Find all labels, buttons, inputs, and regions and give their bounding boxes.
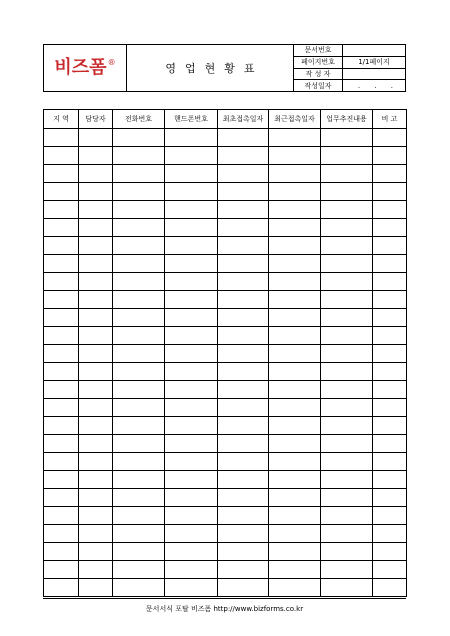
table-cell[interactable] <box>79 525 113 543</box>
table-cell[interactable] <box>79 147 113 165</box>
table-cell[interactable] <box>165 543 218 561</box>
table-cell[interactable] <box>269 309 321 327</box>
table-cell[interactable] <box>113 129 165 147</box>
table-cell[interactable] <box>44 165 79 183</box>
table-cell[interactable] <box>269 471 321 489</box>
table-cell[interactable] <box>269 399 321 417</box>
table-cell[interactable] <box>269 489 321 507</box>
table-cell[interactable] <box>79 489 113 507</box>
table-cell[interactable] <box>165 507 218 525</box>
table-cell[interactable] <box>113 183 165 201</box>
table-cell[interactable] <box>79 579 113 597</box>
table-cell[interactable] <box>79 561 113 579</box>
table-cell[interactable] <box>373 399 407 417</box>
table-cell[interactable] <box>44 417 79 435</box>
table-cell[interactable] <box>321 147 373 165</box>
table-cell[interactable] <box>321 183 373 201</box>
table-cell[interactable] <box>321 363 373 381</box>
table-cell[interactable] <box>44 435 79 453</box>
footer-text: 문서서식 포탈 비즈폼 http://www.bizforms.co.kr <box>145 605 304 613</box>
table-cell[interactable] <box>373 165 407 183</box>
table-cell[interactable] <box>44 237 79 255</box>
meta-value[interactable]: 1/1페이지 <box>358 58 390 67</box>
table-cell[interactable] <box>165 399 218 417</box>
table-cell[interactable] <box>165 291 218 309</box>
sales-status-table <box>43 109 407 597</box>
table-cell[interactable] <box>113 417 165 435</box>
table-header-row <box>44 110 407 129</box>
table-cell[interactable] <box>113 381 165 399</box>
table-cell[interactable] <box>165 561 218 579</box>
table-row <box>44 129 407 147</box>
table-cell[interactable] <box>113 561 165 579</box>
column-header-phone: 전화번호 <box>113 110 165 129</box>
table-cell[interactable] <box>79 399 113 417</box>
table-row <box>44 345 407 363</box>
table-cell[interactable] <box>79 165 113 183</box>
table-cell[interactable] <box>373 543 407 561</box>
table-cell[interactable] <box>79 381 113 399</box>
table-cell[interactable] <box>269 381 321 399</box>
table-cell[interactable] <box>113 165 165 183</box>
table-cell[interactable] <box>165 165 218 183</box>
table-cell[interactable] <box>218 417 269 435</box>
table-cell[interactable] <box>373 561 407 579</box>
table-cell[interactable] <box>44 525 79 543</box>
table-cell[interactable] <box>269 543 321 561</box>
table-cell[interactable] <box>44 273 79 291</box>
table-cell[interactable] <box>44 453 79 471</box>
table-cell[interactable] <box>269 165 321 183</box>
table-cell[interactable] <box>269 129 321 147</box>
table-cell[interactable] <box>373 435 407 453</box>
table-cell[interactable] <box>44 201 79 219</box>
table-cell[interactable] <box>321 291 373 309</box>
footer-divider <box>43 598 406 599</box>
table-row <box>44 219 407 237</box>
table-cell[interactable] <box>321 345 373 363</box>
table-cell[interactable] <box>218 183 269 201</box>
table-cell[interactable] <box>321 381 373 399</box>
table-cell[interactable] <box>165 417 218 435</box>
table-cell[interactable] <box>44 327 79 345</box>
table-cell[interactable] <box>373 327 407 345</box>
table-cell[interactable] <box>113 453 165 471</box>
table-cell[interactable] <box>269 291 321 309</box>
table-row <box>44 363 407 381</box>
table-cell[interactable] <box>321 399 373 417</box>
table-cell[interactable] <box>218 255 269 273</box>
table-cell[interactable] <box>218 363 269 381</box>
table-cell[interactable] <box>113 399 165 417</box>
table-cell[interactable] <box>165 309 218 327</box>
table-cell[interactable] <box>321 219 373 237</box>
table-cell[interactable] <box>165 255 218 273</box>
table-cell[interactable] <box>218 381 269 399</box>
table-cell[interactable] <box>44 471 79 489</box>
table-cell[interactable] <box>373 237 407 255</box>
table-cell[interactable] <box>79 543 113 561</box>
table-cell[interactable] <box>373 147 407 165</box>
table-cell[interactable] <box>373 345 407 363</box>
table-row <box>44 435 407 453</box>
table-cell[interactable] <box>79 219 113 237</box>
table-cell[interactable] <box>269 363 321 381</box>
table-cell[interactable] <box>44 345 79 363</box>
table-row <box>44 201 407 219</box>
table-row <box>44 471 407 489</box>
table-cell[interactable] <box>113 489 165 507</box>
table-cell[interactable] <box>321 543 373 561</box>
document-header <box>43 44 406 92</box>
table-cell[interactable] <box>165 579 218 597</box>
table-cell[interactable] <box>79 291 113 309</box>
table-cell[interactable] <box>113 201 165 219</box>
table-cell[interactable] <box>113 471 165 489</box>
table-cell[interactable] <box>165 345 218 363</box>
table-cell[interactable] <box>321 129 373 147</box>
table-cell[interactable] <box>269 237 321 255</box>
table-cell[interactable] <box>321 417 373 435</box>
table-cell[interactable] <box>165 237 218 255</box>
table-cell[interactable] <box>218 435 269 453</box>
table-cell[interactable] <box>373 291 407 309</box>
table-cell[interactable] <box>269 201 321 219</box>
table-cell[interactable] <box>321 273 373 291</box>
table-cell[interactable] <box>113 147 165 165</box>
table-row <box>44 543 407 561</box>
meta-value[interactable]: . . . <box>357 81 399 90</box>
logo-cell <box>44 45 127 91</box>
table-cell[interactable] <box>44 579 79 597</box>
table-cell[interactable] <box>373 273 407 291</box>
table-cell[interactable] <box>44 129 79 147</box>
table-cell[interactable] <box>79 435 113 453</box>
table-cell[interactable] <box>44 147 79 165</box>
table-cell[interactable] <box>321 201 373 219</box>
document-title: 영업현황표 <box>165 62 264 75</box>
meta-label: 작 성 자 <box>294 69 343 80</box>
table-cell[interactable] <box>373 201 407 219</box>
table-cell[interactable] <box>79 183 113 201</box>
table-cell[interactable] <box>218 489 269 507</box>
table-cell[interactable] <box>218 579 269 597</box>
table-cell[interactable] <box>113 525 165 543</box>
table-cell[interactable] <box>321 453 373 471</box>
table-cell[interactable] <box>113 309 165 327</box>
table-cell[interactable] <box>113 363 165 381</box>
table-cell[interactable] <box>269 435 321 453</box>
table-cell[interactable] <box>218 291 269 309</box>
table-cell[interactable] <box>218 237 269 255</box>
table-cell[interactable] <box>44 489 79 507</box>
table-row <box>44 399 407 417</box>
table-cell[interactable] <box>44 507 79 525</box>
table-cell[interactable] <box>44 183 79 201</box>
table-cell[interactable] <box>113 219 165 237</box>
table-row <box>44 165 407 183</box>
table-cell[interactable] <box>373 507 407 525</box>
table-cell[interactable] <box>113 435 165 453</box>
table-cell[interactable] <box>218 165 269 183</box>
table-cell[interactable] <box>113 327 165 345</box>
table-cell[interactable] <box>79 345 113 363</box>
table-cell[interactable] <box>113 579 165 597</box>
table-cell[interactable] <box>79 273 113 291</box>
table-cell[interactable] <box>269 525 321 543</box>
table-cell[interactable] <box>321 525 373 543</box>
meta-value[interactable] <box>343 69 405 80</box>
table-cell[interactable] <box>79 237 113 255</box>
table-cell[interactable] <box>79 309 113 327</box>
table-cell[interactable] <box>165 435 218 453</box>
table-cell[interactable] <box>218 471 269 489</box>
table-cell[interactable] <box>79 507 113 525</box>
table-cell[interactable] <box>269 345 321 363</box>
column-header-manager: 담당자 <box>79 110 113 129</box>
table-row <box>44 507 407 525</box>
meta-row-doc-number <box>294 45 405 57</box>
table-cell[interactable] <box>165 489 218 507</box>
table-cell[interactable] <box>44 399 79 417</box>
table-cell[interactable] <box>321 237 373 255</box>
table-cell[interactable] <box>44 219 79 237</box>
table-row <box>44 147 407 165</box>
table-cell[interactable] <box>79 327 113 345</box>
table-cell[interactable] <box>218 273 269 291</box>
table-row <box>44 489 407 507</box>
table-cell[interactable] <box>218 561 269 579</box>
table-cell[interactable] <box>218 543 269 561</box>
table-row <box>44 309 407 327</box>
table-row <box>44 327 407 345</box>
table-cell[interactable] <box>269 183 321 201</box>
column-header-region: 지 역 <box>44 110 79 129</box>
table-row <box>44 255 407 273</box>
table-row <box>44 183 407 201</box>
table-cell[interactable] <box>165 129 218 147</box>
table-cell[interactable] <box>218 507 269 525</box>
table-cell[interactable] <box>269 273 321 291</box>
meta-row-author <box>294 69 405 81</box>
table-cell[interactable] <box>321 255 373 273</box>
table-row <box>44 579 407 597</box>
table-cell[interactable] <box>79 129 113 147</box>
table-cell[interactable] <box>269 561 321 579</box>
table-cell[interactable] <box>269 327 321 345</box>
table-cell[interactable] <box>269 147 321 165</box>
table-cell[interactable] <box>165 327 218 345</box>
column-header-first-contact: 최초접촉일자 <box>218 110 269 129</box>
table-cell[interactable] <box>165 201 218 219</box>
table-cell[interactable] <box>165 363 218 381</box>
table-cell[interactable] <box>321 561 373 579</box>
table-cell[interactable] <box>373 129 407 147</box>
table-cell[interactable] <box>373 417 407 435</box>
table-row <box>44 453 407 471</box>
table-cell[interactable] <box>79 471 113 489</box>
table-cell[interactable] <box>44 255 79 273</box>
table-row <box>44 417 407 435</box>
meta-label: 문서번호 <box>294 45 343 56</box>
table-cell[interactable] <box>373 471 407 489</box>
table-cell[interactable] <box>165 273 218 291</box>
table-cell[interactable] <box>269 417 321 435</box>
table-row <box>44 561 407 579</box>
table-cell[interactable] <box>269 219 321 237</box>
table-cell[interactable] <box>373 183 407 201</box>
table-row <box>44 525 407 543</box>
table-cell[interactable] <box>165 471 218 489</box>
column-header-progress: 업무추진내용 <box>321 110 373 129</box>
table-cell[interactable] <box>113 507 165 525</box>
table-cell[interactable] <box>44 309 79 327</box>
table-cell[interactable] <box>269 255 321 273</box>
table-cell[interactable] <box>373 309 407 327</box>
table-cell[interactable] <box>113 255 165 273</box>
table-row <box>44 381 407 399</box>
table-cell[interactable] <box>321 489 373 507</box>
table-cell[interactable] <box>44 381 79 399</box>
table-cell[interactable] <box>373 255 407 273</box>
table-cell[interactable] <box>321 435 373 453</box>
meta-label: 페이지번호 <box>294 57 343 68</box>
table-row <box>44 237 407 255</box>
table-cell[interactable] <box>113 237 165 255</box>
table-cell[interactable] <box>165 183 218 201</box>
meta-table <box>294 45 405 91</box>
table-cell[interactable] <box>113 273 165 291</box>
table-cell[interactable] <box>79 417 113 435</box>
table-cell[interactable] <box>113 291 165 309</box>
column-header-mobile: 핸드폰번호 <box>165 110 218 129</box>
table-cell[interactable] <box>218 345 269 363</box>
table-cell[interactable] <box>165 381 218 399</box>
meta-row-date <box>294 80 405 91</box>
meta-row-page-number <box>294 57 405 69</box>
table-cell[interactable] <box>218 453 269 471</box>
table-cell[interactable] <box>373 579 407 597</box>
table-cell[interactable] <box>321 165 373 183</box>
table-cell[interactable] <box>44 543 79 561</box>
column-header-remarks: 비 고 <box>373 110 407 129</box>
table-cell[interactable] <box>321 309 373 327</box>
table-cell[interactable] <box>218 129 269 147</box>
table-cell[interactable] <box>218 525 269 543</box>
table-cell[interactable] <box>44 291 79 309</box>
table-cell[interactable] <box>373 489 407 507</box>
registered-mark: ® <box>107 58 116 67</box>
table-cell[interactable] <box>373 453 407 471</box>
table-cell[interactable] <box>218 399 269 417</box>
table-cell[interactable] <box>373 381 407 399</box>
table-cell[interactable] <box>373 219 407 237</box>
logo-text: 비즈폼 <box>54 57 107 78</box>
table-cell[interactable] <box>79 453 113 471</box>
table-cell[interactable] <box>79 255 113 273</box>
table-cell[interactable] <box>269 579 321 597</box>
table-cell[interactable] <box>218 201 269 219</box>
table-cell[interactable] <box>113 345 165 363</box>
table-cell[interactable] <box>321 327 373 345</box>
table-cell[interactable] <box>218 327 269 345</box>
table-row <box>44 273 407 291</box>
table-cell[interactable] <box>44 561 79 579</box>
title-cell <box>127 45 294 91</box>
table-cell[interactable] <box>321 507 373 525</box>
table-cell[interactable] <box>79 201 113 219</box>
table-cell[interactable] <box>321 471 373 489</box>
table-cell[interactable] <box>165 453 218 471</box>
table-cell[interactable] <box>44 363 79 381</box>
table-cell[interactable] <box>218 309 269 327</box>
table-cell[interactable] <box>165 147 218 165</box>
table-cell[interactable] <box>373 525 407 543</box>
table-cell[interactable] <box>113 543 165 561</box>
table-cell[interactable] <box>165 525 218 543</box>
table-cell[interactable] <box>321 579 373 597</box>
table-body <box>44 129 407 597</box>
table-cell[interactable] <box>269 453 321 471</box>
table-cell[interactable] <box>79 363 113 381</box>
table-row <box>44 291 407 309</box>
bizforms-logo <box>54 58 115 78</box>
table-cell[interactable] <box>218 219 269 237</box>
table-cell[interactable] <box>269 507 321 525</box>
table-cell[interactable] <box>373 363 407 381</box>
meta-value[interactable] <box>343 45 405 56</box>
table-cell[interactable] <box>218 147 269 165</box>
column-header-last-contact: 최근접촉일자 <box>269 110 321 129</box>
table-cell[interactable] <box>165 219 218 237</box>
meta-label: 작성일자 <box>294 80 343 91</box>
